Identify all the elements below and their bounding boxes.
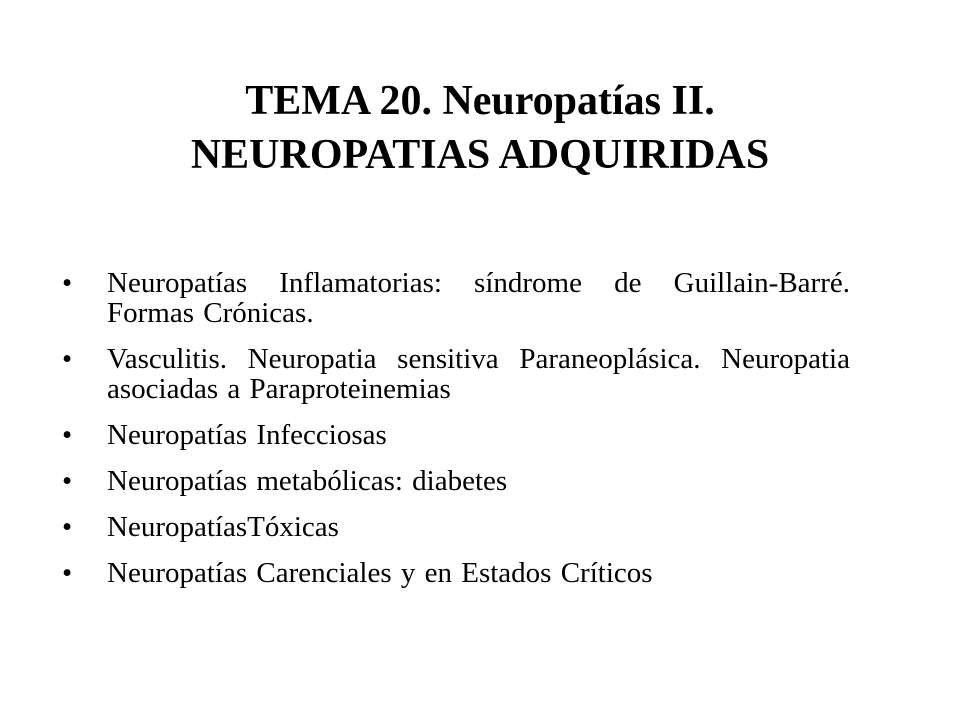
- bullet-text: Neuropatías metabólicas: diabetes: [107, 465, 508, 497]
- bullet-icon: •: [62, 465, 73, 497]
- bullet-icon: •: [62, 557, 73, 589]
- bullet-item-carenciales: [0, 558, 960, 588]
- slide-title: [0, 74, 960, 182]
- bullet-icon: •: [62, 267, 73, 299]
- bullet-text: NeuropatíasTóxicas: [107, 511, 339, 543]
- bullet-text: Neuropatías Carenciales y en Estados Críticos: [107, 557, 653, 589]
- bullet-item-metabolicas: [0, 466, 960, 496]
- bullet-item-vasculitis: [0, 344, 960, 404]
- bullet-icon: •: [62, 343, 73, 375]
- bullet-text: Neuropatías Inflamatorias: síndrome de Guillain-Barré. Formas Crónicas.: [107, 267, 850, 329]
- bullet-list: [0, 268, 960, 604]
- slide-title-line-2: NEUROPATIAS ADQUIRIDAS: [190, 132, 770, 178]
- bullet-text: Vasculitis. Neuropatia sensitiva Paraneoplásica. Neuropatia asociadas a Paraproteinemias: [107, 343, 850, 405]
- bullet-item-toxicas: [0, 512, 960, 542]
- bullet-item-infecciosas: [0, 420, 960, 450]
- bullet-icon: •: [62, 511, 73, 543]
- bullet-text: Neuropatías Infecciosas: [107, 419, 387, 451]
- bullet-icon: •: [62, 419, 73, 451]
- slide-title-line-1: TEMA 20. Neuropatías II.: [245, 78, 715, 124]
- bullet-item-inflamatorias: [0, 268, 960, 328]
